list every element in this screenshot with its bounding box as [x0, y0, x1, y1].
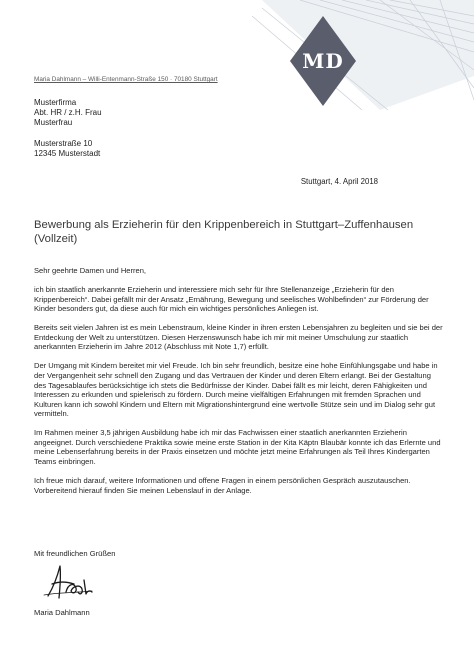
closing-phrase: Mit freundlichen Grüßen	[34, 549, 116, 558]
body-paragraph: Ich freue mich darauf, weitere Informationen und offene Fragen in einem persönlichen Gespräch auszutauschen. Vorbereitend hierauf finden Sie meinen Lebenslauf in der Anlage.	[34, 476, 411, 495]
signature	[40, 562, 96, 602]
recipient-person: Musterfrau	[34, 118, 73, 128]
body-paragraph: Der Umgang mit Kindern bereitet mir viel Freude. Ich bin sehr freundlich, besitze eine hohe Einfühlungsgabe und habe in der Vergangenheit sehr schnell den Zugang und das Vertrauen der Kinder und deren Eltern erlangt. Bei der Gestaltung des Tagesablaufes berücksichtige ich stets die Bedürfnisse der Kinder. Dabei fällt es mir leicht, deren Fähigkeiten und Interessen zu erkunden und spielerisch zu fördern. Durch meine vielfältigen Erfahrungen mit fremden Sprachen und Kulturen kann ich sowohl Kindern und Eltern mit Migrationshintergrund eine wertvolle Stütze sein und im Dialog sehr gut vermitteln.	[34, 361, 438, 419]
letter-body	[34, 266, 444, 505]
body-paragraph: Bereits seit vielen Jahren ist es mein Lebenstraum, kleine Kinder in ihren ersten Lebensjahren zu begleiten und sie bei der Entdeckung der Welt zu unterstützen. Diesen Herzenswunsch habe ich mir mit meiner Umschulung zur staatlich anerkannten Erzieherin im Jahre 2012 (Abschluss mit Note 1,7) erfüllt.	[34, 323, 443, 352]
recipient-company: Musterfirma	[34, 98, 77, 107]
recipient-address	[34, 98, 102, 159]
letter-subject: Bewerbung als Erzieherin für den Krippenbereich in Stuttgart–Zuffenhausen (Vollzeit)	[34, 219, 414, 245]
body-paragraph: Im Rahmen meiner 3,5 jährigen Ausbildung habe ich mir das Fachwissen einer staatlich anerkannten Erzieherin angeeignet. Durch verschiedene Praktika sowie meine erste Station in der Kita Käptn Blaubär konnte ich das Erlernte und meine Lebenserfahrung bereits in der Praxis einsetzen und möchte jetzt meine Erfahrungen als Teil Ihres Kindergarten Teams einbringen.	[34, 428, 441, 467]
logo-initials: MD	[302, 49, 344, 73]
recipient-department: Abt. HR / z.H. Frau	[34, 108, 102, 118]
recipient-street: Musterstraße 10	[34, 138, 93, 148]
letter-date: Stuttgart, 4. April 2018	[300, 177, 378, 186]
sender-line: Maria Dahlmann – Willi-Entenmann-Straße 150 · 70180 Stuttgart	[34, 76, 218, 83]
header-decoration	[0, 0, 474, 110]
signer-name: Maria Dahlmann	[34, 608, 90, 617]
recipient-city: 12345 Musterstadt	[34, 148, 101, 158]
body-paragraph: ich bin staatlich anerkannte Erzieherin und interessiere mich sehr für Ihre Stellenanzeige „Erzieherin für den Krippenbereich“. Dabei gefällt mir der Ansatz „Ernährung, Bewegung und seelisches Wohlbefinden“ zur Förderung der Kinder besonders gut, da diese auch für mich ein wichtiges persönliches Anliegen ist.	[34, 284, 429, 314]
salutation: Sehr geehrte Damen und Herren,	[34, 266, 147, 275]
